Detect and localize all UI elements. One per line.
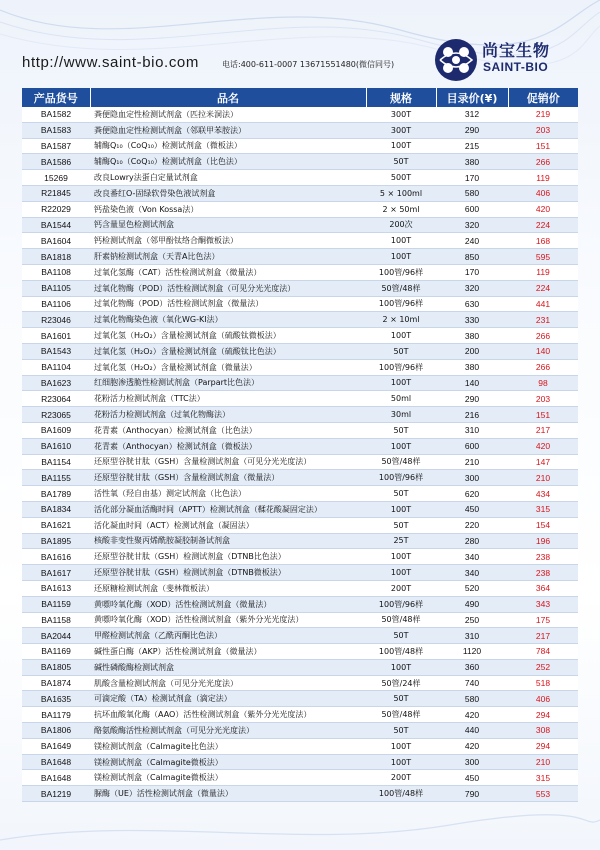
promo-price-cell: 151 bbox=[508, 407, 578, 423]
product-code-cell: BA1155 bbox=[22, 470, 90, 486]
product-name-cell: 还原型谷胱甘肽（GSH）含量检测试剂盒（微量法） bbox=[90, 470, 366, 486]
promo-price-cell: 518 bbox=[508, 675, 578, 691]
specification-cell: 2 × 50ml bbox=[366, 201, 436, 217]
promo-price-cell: 420 bbox=[508, 438, 578, 454]
product-code-cell: BA1159 bbox=[22, 596, 90, 612]
product-name-cell: 花粉活力检测试剂盒（过氧化物酶法） bbox=[90, 407, 366, 423]
product-name-cell: 肌酸含量检测试剂盒（可见分光光度法） bbox=[90, 675, 366, 691]
list-price-cell: 1120 bbox=[436, 644, 508, 660]
product-code-cell: BA1834 bbox=[22, 501, 90, 517]
specification-cell: 100T bbox=[366, 249, 436, 265]
list-price-cell: 740 bbox=[436, 675, 508, 691]
list-price-cell: 210 bbox=[436, 454, 508, 470]
product-name-cell: 核酸非变性聚丙烯酰胺凝胶制备试剂盒 bbox=[90, 533, 366, 549]
product-code-cell: BA1610 bbox=[22, 438, 90, 454]
product-name-cell: 肝素钠检测试剂盒（天青A比色法） bbox=[90, 249, 366, 265]
table-row bbox=[22, 549, 578, 565]
product-name-cell: 过氧化物酶（POD）活性检测试剂盒（可见分光光度法） bbox=[90, 280, 366, 296]
promo-price-cell: 168 bbox=[508, 233, 578, 249]
specification-cell: 100管/96样 bbox=[366, 470, 436, 486]
product-name-cell: 粪便隐血定性检测试剂盒（邻联甲苯胺法） bbox=[90, 122, 366, 138]
product-name-cell: 碱性磷酸酶检测试剂盒 bbox=[90, 659, 366, 675]
logo-english-name: SAINT-BIO bbox=[483, 60, 549, 74]
specification-cell: 300T bbox=[366, 107, 436, 122]
product-code-cell: BA1635 bbox=[22, 691, 90, 707]
specification-cell: 200次 bbox=[366, 217, 436, 233]
list-price-cell: 200 bbox=[436, 343, 508, 359]
promo-price-cell: 406 bbox=[508, 185, 578, 201]
table-row bbox=[22, 312, 578, 328]
list-price-cell: 215 bbox=[436, 138, 508, 154]
list-price-cell: 450 bbox=[436, 770, 508, 786]
product-code-cell: BA1108 bbox=[22, 264, 90, 280]
list-price-cell: 310 bbox=[436, 422, 508, 438]
table-row bbox=[22, 659, 578, 675]
product-name-cell: 红细胞渗透脆性检测试剂盒（Parpart比色法） bbox=[90, 375, 366, 391]
product-code-cell: R23046 bbox=[22, 312, 90, 328]
product-name-cell: 钙检测试剂盒（邻甲酚钛络合酮微板法） bbox=[90, 233, 366, 249]
product-code-cell: BA1616 bbox=[22, 549, 90, 565]
product-code-cell: BA1617 bbox=[22, 565, 90, 581]
table-row bbox=[22, 391, 578, 407]
promo-price-cell: 151 bbox=[508, 138, 578, 154]
list-price-cell: 240 bbox=[436, 233, 508, 249]
product-code-cell: R23065 bbox=[22, 407, 90, 423]
list-price-cell: 310 bbox=[436, 628, 508, 644]
list-price-cell: 600 bbox=[436, 201, 508, 217]
product-name-cell: 粪便隐血定性检测试剂盒（匹拉米洞法） bbox=[90, 107, 366, 122]
table-row bbox=[22, 565, 578, 581]
product-code-cell: BA1818 bbox=[22, 249, 90, 265]
specification-cell: 100T bbox=[366, 549, 436, 565]
table-row bbox=[22, 328, 578, 344]
product-code-cell: BA1179 bbox=[22, 707, 90, 723]
product-name-cell: 镁检测试剂盒（Calmagite微板法） bbox=[90, 754, 366, 770]
table-row bbox=[22, 233, 578, 249]
specification-cell: 50T bbox=[366, 517, 436, 533]
header-product-name: 品名 bbox=[90, 88, 366, 107]
list-price-cell: 520 bbox=[436, 580, 508, 596]
product-name-cell: 可滴定酸（TA）检测试剂盒（滴定法） bbox=[90, 691, 366, 707]
table-row bbox=[22, 707, 578, 723]
product-name-cell: 抗坏血酸氧化酶（AAO）活性检测试剂盒（紫外分光光度法） bbox=[90, 707, 366, 723]
table-row bbox=[22, 644, 578, 660]
promo-price-cell: 266 bbox=[508, 154, 578, 170]
list-price-cell: 170 bbox=[436, 264, 508, 280]
list-price-cell: 340 bbox=[436, 565, 508, 581]
product-code-cell: BA1158 bbox=[22, 612, 90, 628]
table-row bbox=[22, 533, 578, 549]
specification-cell: 500T bbox=[366, 170, 436, 186]
product-code-cell: BA1623 bbox=[22, 375, 90, 391]
specification-cell: 2 × 10ml bbox=[366, 312, 436, 328]
specification-cell: 5 × 100ml bbox=[366, 185, 436, 201]
product-name-cell: 碱性蛋白酶（AKP）活性检测试剂盒（微量法） bbox=[90, 644, 366, 660]
specification-cell: 50T bbox=[366, 628, 436, 644]
specification-cell: 25T bbox=[366, 533, 436, 549]
product-name-cell: 过氧化物酶染色液（氧化WG-KI法） bbox=[90, 312, 366, 328]
list-price-cell: 580 bbox=[436, 185, 508, 201]
specification-cell: 50T bbox=[366, 154, 436, 170]
product-name-cell: 还原糖检测试剂盒（斐林微板法） bbox=[90, 580, 366, 596]
product-code-cell: 15269 bbox=[22, 170, 90, 186]
product-name-cell: 活化部分凝血活酶时间（APTT）检测试剂盒（鞣花酸凝固定法） bbox=[90, 501, 366, 517]
product-name-cell: 镁检测试剂盒（Calmagite比色法） bbox=[90, 738, 366, 754]
product-code-cell: R23064 bbox=[22, 391, 90, 407]
contact-phone: 电话:400-611-0007 13671551480(微信同号) bbox=[222, 60, 395, 69]
specification-cell: 100T bbox=[366, 233, 436, 249]
list-price-cell: 490 bbox=[436, 596, 508, 612]
specification-cell: 50T bbox=[366, 691, 436, 707]
list-price-cell: 440 bbox=[436, 723, 508, 739]
product-name-cell: 辅酶Q₁₀（CoQ₁₀）检测试剂盒（比色法） bbox=[90, 154, 366, 170]
list-price-cell: 312 bbox=[436, 107, 508, 122]
promo-price-cell: 196 bbox=[508, 533, 578, 549]
list-price-cell: 320 bbox=[436, 217, 508, 233]
product-code-cell: BA1648 bbox=[22, 770, 90, 786]
specification-cell: 100T bbox=[366, 438, 436, 454]
product-code-cell: R22029 bbox=[22, 201, 90, 217]
list-price-cell: 580 bbox=[436, 691, 508, 707]
table-row bbox=[22, 201, 578, 217]
table-row bbox=[22, 122, 578, 138]
product-code-cell: BA1543 bbox=[22, 343, 90, 359]
list-price-cell: 450 bbox=[436, 501, 508, 517]
list-price-cell: 420 bbox=[436, 738, 508, 754]
product-name-cell: 花青素（Anthocyan）检测试剂盒（比色法） bbox=[90, 422, 366, 438]
table-row bbox=[22, 612, 578, 628]
list-price-cell: 380 bbox=[436, 328, 508, 344]
product-name-cell: 钙盐染色液（Von Kossa法） bbox=[90, 201, 366, 217]
promo-price-cell: 315 bbox=[508, 770, 578, 786]
product-code-cell: BA1544 bbox=[22, 217, 90, 233]
promo-price-cell: 406 bbox=[508, 691, 578, 707]
product-code-cell: BA1621 bbox=[22, 517, 90, 533]
list-price-cell: 140 bbox=[436, 375, 508, 391]
product-name-cell: 还原型谷胱甘肽（GSH）检测试剂盒（DTNB微板法） bbox=[90, 565, 366, 581]
specification-cell: 50管/48样 bbox=[366, 454, 436, 470]
promo-price-cell: 175 bbox=[508, 612, 578, 628]
promo-price-cell: 238 bbox=[508, 549, 578, 565]
list-price-cell: 620 bbox=[436, 486, 508, 502]
product-name-cell: 改良番红O-固绿软骨染色液试剂盒 bbox=[90, 185, 366, 201]
list-price-cell: 380 bbox=[436, 359, 508, 375]
promo-price-cell: 219 bbox=[508, 107, 578, 122]
promo-price-cell: 140 bbox=[508, 343, 578, 359]
list-price-cell: 360 bbox=[436, 659, 508, 675]
promo-price-cell: 308 bbox=[508, 723, 578, 739]
product-code-cell: BA1106 bbox=[22, 296, 90, 312]
product-code-cell: BA1587 bbox=[22, 138, 90, 154]
product-name-cell: 还原型谷胱甘肽（GSH）含量检测试剂盒（可见分光光度法） bbox=[90, 454, 366, 470]
specification-cell: 100管/96样 bbox=[366, 596, 436, 612]
list-price-cell: 380 bbox=[436, 154, 508, 170]
table-row bbox=[22, 138, 578, 154]
product-code-cell: BA1805 bbox=[22, 659, 90, 675]
table-row bbox=[22, 454, 578, 470]
list-price-cell: 630 bbox=[436, 296, 508, 312]
table-body bbox=[22, 107, 578, 802]
specification-cell: 50T bbox=[366, 422, 436, 438]
website-url: http://www.saint-bio.com bbox=[22, 54, 199, 71]
list-price-cell: 790 bbox=[436, 786, 508, 802]
product-code-cell: BA1613 bbox=[22, 580, 90, 596]
table-row bbox=[22, 786, 578, 802]
promo-price-cell: 119 bbox=[508, 170, 578, 186]
specification-cell: 100T bbox=[366, 375, 436, 391]
promo-price-cell: 434 bbox=[508, 486, 578, 502]
product-name-cell: 花粉活力检测试剂盒（TTC法） bbox=[90, 391, 366, 407]
header-list-price: 目录价(¥) bbox=[436, 88, 508, 107]
product-code-cell: BA1609 bbox=[22, 422, 90, 438]
product-name-cell: 酪氨酸酶活性检测试剂盒（可见分光光度法） bbox=[90, 723, 366, 739]
specification-cell: 50T bbox=[366, 343, 436, 359]
specification-cell: 30ml bbox=[366, 407, 436, 423]
promo-price-cell: 203 bbox=[508, 391, 578, 407]
saint-bio-logo-icon bbox=[434, 38, 478, 82]
product-name-cell: 辅酶Q₁₀（CoQ₁₀）检测试剂盒（微板法） bbox=[90, 138, 366, 154]
product-code-cell: BA1601 bbox=[22, 328, 90, 344]
product-code-cell: BA1586 bbox=[22, 154, 90, 170]
table-row bbox=[22, 280, 578, 296]
product-name-cell: 黄嘌呤氧化酶（XOD）活性检测试剂盒（微量法） bbox=[90, 596, 366, 612]
table-row bbox=[22, 723, 578, 739]
promo-price-cell: 266 bbox=[508, 359, 578, 375]
table-row bbox=[22, 628, 578, 644]
table-row bbox=[22, 580, 578, 596]
table-row bbox=[22, 770, 578, 786]
specification-cell: 100管/48样 bbox=[366, 644, 436, 660]
specification-cell: 50T bbox=[366, 486, 436, 502]
list-price-cell: 290 bbox=[436, 391, 508, 407]
list-price-cell: 600 bbox=[436, 438, 508, 454]
product-code-cell: BA1649 bbox=[22, 738, 90, 754]
table-row bbox=[22, 217, 578, 233]
specification-cell: 100T bbox=[366, 138, 436, 154]
specification-cell: 100管/48样 bbox=[366, 786, 436, 802]
table-row bbox=[22, 438, 578, 454]
product-name-cell: 过氧化氢（H₂O₂）含量检测试剂盒（微量法） bbox=[90, 359, 366, 375]
table-row bbox=[22, 154, 578, 170]
table-row bbox=[22, 486, 578, 502]
table-row bbox=[22, 296, 578, 312]
product-name-cell: 活性氧（羟自由基）测定试剂盒（比色法） bbox=[90, 486, 366, 502]
product-price-table bbox=[22, 88, 578, 802]
list-price-cell: 300 bbox=[436, 470, 508, 486]
list-price-cell: 290 bbox=[436, 122, 508, 138]
promo-price-cell: 315 bbox=[508, 501, 578, 517]
table-row bbox=[22, 738, 578, 754]
table-row bbox=[22, 375, 578, 391]
header-product-code: 产品货号 bbox=[22, 88, 90, 107]
table-row bbox=[22, 501, 578, 517]
promo-price-cell: 294 bbox=[508, 738, 578, 754]
product-code-cell: BA1648 bbox=[22, 754, 90, 770]
product-name-cell: 过氧化物酶（POD）活性检测试剂盒（微量法） bbox=[90, 296, 366, 312]
product-code-cell: BA1219 bbox=[22, 786, 90, 802]
promo-price-cell: 441 bbox=[508, 296, 578, 312]
specification-cell: 100管/96样 bbox=[366, 359, 436, 375]
product-name-cell: 黄嘌呤氧化酶（XOD）活性检测试剂盒（紫外分光光度法） bbox=[90, 612, 366, 628]
promo-price-cell: 203 bbox=[508, 122, 578, 138]
list-price-cell: 250 bbox=[436, 612, 508, 628]
promo-price-cell: 231 bbox=[508, 312, 578, 328]
table-row bbox=[22, 343, 578, 359]
product-name-cell: 过氧化氢（H₂O₂）含量检测试剂盒（硫酸钛比色法） bbox=[90, 343, 366, 359]
promo-price-cell: 210 bbox=[508, 470, 578, 486]
product-name-cell: 还原型谷胱甘肽（GSH）检测试剂盒（DTNB比色法） bbox=[90, 549, 366, 565]
header-promo-price: 促销价 bbox=[508, 88, 578, 107]
specification-cell: 100T bbox=[366, 659, 436, 675]
specification-cell: 200T bbox=[366, 770, 436, 786]
logo-chinese-name: 尚宝生物 bbox=[482, 41, 551, 60]
table-row bbox=[22, 249, 578, 265]
table-row bbox=[22, 422, 578, 438]
promo-price-cell: 98 bbox=[508, 375, 578, 391]
specification-cell: 100管/96样 bbox=[366, 296, 436, 312]
promo-price-cell: 420 bbox=[508, 201, 578, 217]
specification-cell: 100管/96样 bbox=[366, 264, 436, 280]
specification-cell: 100T bbox=[366, 328, 436, 344]
table-row bbox=[22, 264, 578, 280]
specification-cell: 100T bbox=[366, 565, 436, 581]
promo-price-cell: 252 bbox=[508, 659, 578, 675]
product-name-cell: 改良Lowry法蛋白定量试剂盒 bbox=[90, 170, 366, 186]
product-code-cell: R21845 bbox=[22, 185, 90, 201]
product-code-cell: BA1582 bbox=[22, 107, 90, 122]
specification-cell: 50管/24样 bbox=[366, 675, 436, 691]
promo-price-cell: 294 bbox=[508, 707, 578, 723]
specification-cell: 50管/48样 bbox=[366, 612, 436, 628]
product-name-cell: 镁检测试剂盒（Calmagite微板法） bbox=[90, 770, 366, 786]
product-name-cell: 花青素（Anthocyan）检测试剂盒（微板法） bbox=[90, 438, 366, 454]
table-header bbox=[22, 88, 578, 107]
specification-cell: 100T bbox=[366, 738, 436, 754]
promo-price-cell: 266 bbox=[508, 328, 578, 344]
promo-price-cell: 224 bbox=[508, 217, 578, 233]
promo-price-cell: 784 bbox=[508, 644, 578, 660]
promo-price-cell: 217 bbox=[508, 628, 578, 644]
promo-price-cell: 154 bbox=[508, 517, 578, 533]
promo-price-cell: 224 bbox=[508, 280, 578, 296]
table-row bbox=[22, 170, 578, 186]
header-specification: 规格 bbox=[366, 88, 436, 107]
product-code-cell: BA1104 bbox=[22, 359, 90, 375]
product-name-cell: 脲酶（UE）活性检测试剂盒（微量法） bbox=[90, 786, 366, 802]
product-name-cell: 过氧化氢（H₂O₂）含量检测试剂盒（硫酸钛微板法） bbox=[90, 328, 366, 344]
list-price-cell: 420 bbox=[436, 707, 508, 723]
table-row bbox=[22, 596, 578, 612]
promo-price-cell: 217 bbox=[508, 422, 578, 438]
list-price-cell: 216 bbox=[436, 407, 508, 423]
product-code-cell: BA1583 bbox=[22, 122, 90, 138]
table-row bbox=[22, 185, 578, 201]
specification-cell: 200T bbox=[366, 580, 436, 596]
promo-price-cell: 553 bbox=[508, 786, 578, 802]
list-price-cell: 330 bbox=[436, 312, 508, 328]
product-code-cell: BA1169 bbox=[22, 644, 90, 660]
promo-price-cell: 210 bbox=[508, 754, 578, 770]
list-price-cell: 280 bbox=[436, 533, 508, 549]
specification-cell: 100T bbox=[366, 501, 436, 517]
product-name-cell: 活化凝血时间（ACT）检测试剂盒（凝固法） bbox=[90, 517, 366, 533]
table-row bbox=[22, 754, 578, 770]
product-code-cell: BA1874 bbox=[22, 675, 90, 691]
product-name-cell: 过氧化氢酶（CAT）活性检测试剂盒（微量法） bbox=[90, 264, 366, 280]
footer-wave-decoration bbox=[0, 810, 600, 850]
list-price-cell: 850 bbox=[436, 249, 508, 265]
list-price-cell: 320 bbox=[436, 280, 508, 296]
promo-price-cell: 147 bbox=[508, 454, 578, 470]
specification-cell: 50管/48样 bbox=[366, 707, 436, 723]
list-price-cell: 300 bbox=[436, 754, 508, 770]
product-code-cell: BA1806 bbox=[22, 723, 90, 739]
promo-price-cell: 119 bbox=[508, 264, 578, 280]
specification-cell: 50管/48样 bbox=[366, 280, 436, 296]
specification-cell: 50ml bbox=[366, 391, 436, 407]
table-row bbox=[22, 470, 578, 486]
product-code-cell: BA1154 bbox=[22, 454, 90, 470]
product-name-cell: 钙含量显色检测试剂盒 bbox=[90, 217, 366, 233]
table-row bbox=[22, 407, 578, 423]
product-code-cell: BA1895 bbox=[22, 533, 90, 549]
product-code-cell: BA1105 bbox=[22, 280, 90, 296]
list-price-cell: 220 bbox=[436, 517, 508, 533]
list-price-cell: 170 bbox=[436, 170, 508, 186]
product-code-cell: BA1604 bbox=[22, 233, 90, 249]
table-row bbox=[22, 675, 578, 691]
product-name-cell: 甲醛检测试剂盒（乙酰丙酮比色法） bbox=[90, 628, 366, 644]
table-row bbox=[22, 517, 578, 533]
table-row bbox=[22, 359, 578, 375]
specification-cell: 100T bbox=[366, 754, 436, 770]
promo-price-cell: 343 bbox=[508, 596, 578, 612]
product-code-cell: BA1789 bbox=[22, 486, 90, 502]
promo-price-cell: 364 bbox=[508, 580, 578, 596]
table-row bbox=[22, 107, 578, 122]
promo-price-cell: 595 bbox=[508, 249, 578, 265]
promo-price-cell: 238 bbox=[508, 565, 578, 581]
specification-cell: 50T bbox=[366, 723, 436, 739]
specification-cell: 300T bbox=[366, 122, 436, 138]
list-price-cell: 340 bbox=[436, 549, 508, 565]
table-row bbox=[22, 691, 578, 707]
product-code-cell: BA2044 bbox=[22, 628, 90, 644]
